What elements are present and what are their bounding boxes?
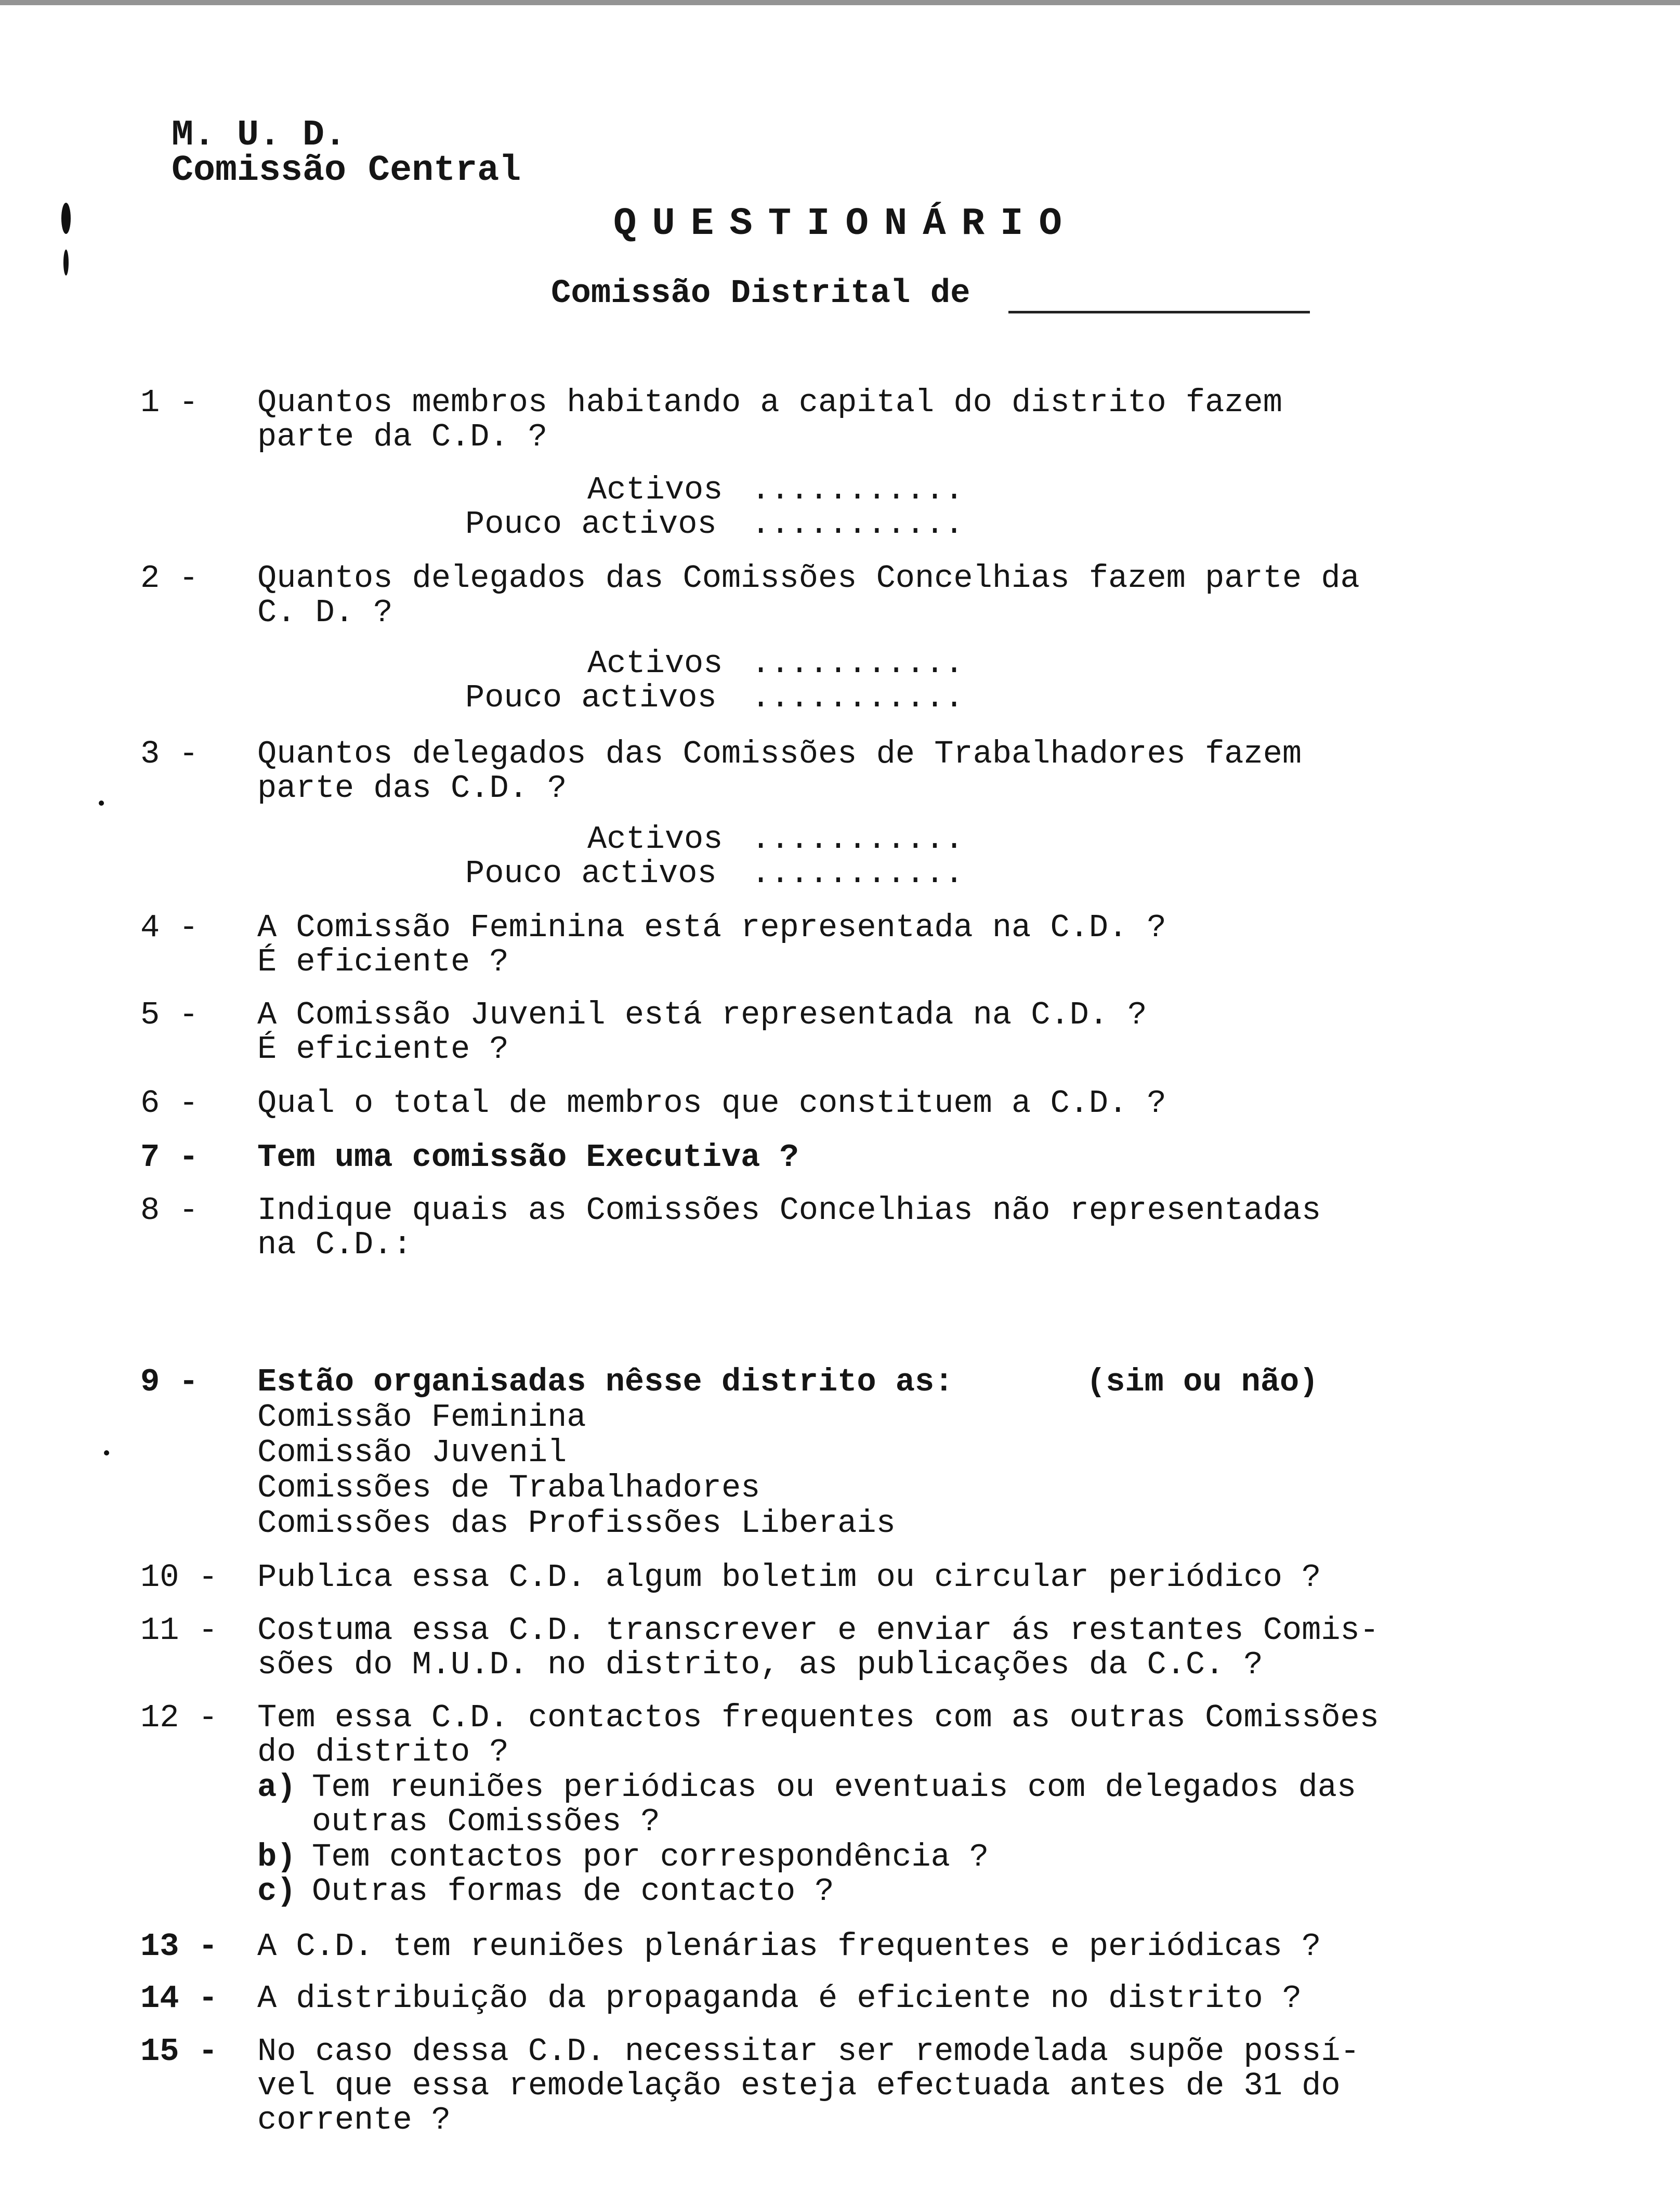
subitem-text: Outras formas de contacto ? bbox=[312, 1873, 834, 1910]
question-text: Quantos delegados das Comissões Concelhias fazem parte da bbox=[257, 560, 1360, 597]
subitem-letter: a) bbox=[257, 1769, 296, 1806]
less-active-label: Pouco activos bbox=[465, 679, 717, 716]
scan-speck bbox=[104, 1450, 109, 1455]
scan-speck bbox=[63, 250, 69, 276]
active-label: Activos bbox=[587, 645, 723, 682]
subitem-text: Tem contactos por correspondência ? bbox=[312, 1839, 989, 1875]
district-blank-line bbox=[1008, 311, 1310, 313]
answer-note: (sim ou não) bbox=[1086, 1363, 1319, 1400]
question-number: 10 - bbox=[140, 1559, 218, 1596]
active-label: Activos bbox=[587, 821, 723, 858]
question-text: Qual o total de membros que constituem a C.D. ? bbox=[257, 1085, 1166, 1122]
question-number: 5 - bbox=[140, 996, 199, 1033]
question-number: 1 - bbox=[140, 384, 199, 421]
answer-dots: ........... bbox=[751, 821, 964, 858]
question-text: Quantos membros habitando a capital do distrito fazem bbox=[257, 384, 1282, 421]
question-number: 6 - bbox=[140, 1085, 199, 1122]
answer-dots: ........... bbox=[751, 506, 964, 543]
question-text: Indique quais as Comissões Concelhias não representadas bbox=[257, 1192, 1321, 1229]
active-label: Activos bbox=[587, 471, 723, 508]
question-number: 2 - bbox=[140, 560, 199, 597]
question-text: corrente ? bbox=[257, 2102, 451, 2139]
question-text: Publica essa C.D. algum boletim ou circular periódico ? bbox=[257, 1559, 1321, 1596]
committee-name: Comissão Central bbox=[172, 150, 521, 191]
question-text: Quantos delegados das Comissões de Trabalhadores fazem bbox=[257, 736, 1302, 772]
org-name: M. U. D. bbox=[172, 115, 347, 156]
question-text: Estão organisadas nêsse distrito as: bbox=[257, 1363, 954, 1400]
question-text: C. D. ? bbox=[257, 594, 393, 631]
question-text: parte da C.D. ? bbox=[257, 418, 548, 455]
subitem-letter: b) bbox=[257, 1839, 296, 1875]
less-active-label: Pouco activos bbox=[465, 506, 717, 543]
question-number: 13 - bbox=[140, 1928, 218, 1965]
question-text: A Comissão Feminina está representada na C.D. ? bbox=[257, 909, 1166, 946]
question-text: sões do M.U.D. no distrito, as publicações da C.C. ? bbox=[257, 1646, 1263, 1683]
subitem-text: outras Comissões ? bbox=[312, 1803, 660, 1840]
scan-edge bbox=[0, 0, 1680, 5]
answer-dots: ........... bbox=[751, 645, 964, 682]
question-text: Tem uma comissão Executiva ? bbox=[257, 1139, 799, 1176]
subitem-letter: c) bbox=[257, 1873, 296, 1910]
question-subline: Comissão Juvenil bbox=[257, 1434, 567, 1471]
question-number: 11 - bbox=[140, 1612, 218, 1649]
question-number: 3 - bbox=[140, 736, 199, 772]
question-text: No caso dessa C.D. necessitar ser remodelada supõe possí- bbox=[257, 2033, 1360, 2070]
question-subline: Comissões das Profissões Liberais bbox=[257, 1505, 896, 1542]
question-number: 15 - bbox=[140, 2033, 218, 2070]
question-text: A Comissão Juvenil está representada na C.D. ? bbox=[257, 996, 1147, 1033]
question-text: vel que essa remodelação esteja efectuada antes de 31 do bbox=[257, 2067, 1341, 2104]
question-text: Costuma essa C.D. transcrever e enviar ás restantes Comis- bbox=[257, 1612, 1379, 1649]
question-number: 14 - bbox=[140, 1980, 218, 2017]
question-text: parte das C.D. ? bbox=[257, 770, 567, 807]
answer-dots: ........... bbox=[751, 855, 964, 892]
district-label: Comissão Distrital de bbox=[551, 275, 970, 312]
question-text: É eficiente ? bbox=[257, 943, 509, 980]
question-text: A distribuição da propaganda é eficiente no distrito ? bbox=[257, 1980, 1302, 2017]
question-number: 8 - bbox=[140, 1192, 199, 1229]
question-text: Tem essa C.D. contactos frequentes com as outras Comissões bbox=[257, 1699, 1379, 1736]
less-active-label: Pouco activos bbox=[465, 855, 717, 892]
scan-speck bbox=[61, 203, 71, 234]
question-text: na C.D.: bbox=[257, 1226, 412, 1263]
question-number: 7 - bbox=[140, 1139, 199, 1176]
question-subline: Comissões de Trabalhadores bbox=[257, 1470, 760, 1506]
subitem-text: Tem reuniões periódicas ou eventuais com delegados das bbox=[312, 1769, 1357, 1806]
scan-speck bbox=[99, 801, 104, 806]
question-subline: Comissão Feminina bbox=[257, 1399, 586, 1436]
page-title: QUESTIONÁRIO bbox=[613, 202, 1078, 246]
question-text: A C.D. tem reuniões plenárias frequentes e periódicas ? bbox=[257, 1928, 1321, 1965]
question-number: 4 - bbox=[140, 909, 199, 946]
answer-dots: ........... bbox=[751, 679, 964, 716]
question-number: 12 - bbox=[140, 1699, 218, 1736]
question-text: É eficiente ? bbox=[257, 1031, 509, 1068]
question-number: 9 - bbox=[140, 1363, 199, 1400]
question-text: do distrito ? bbox=[257, 1734, 509, 1770]
answer-dots: ........... bbox=[751, 471, 964, 508]
